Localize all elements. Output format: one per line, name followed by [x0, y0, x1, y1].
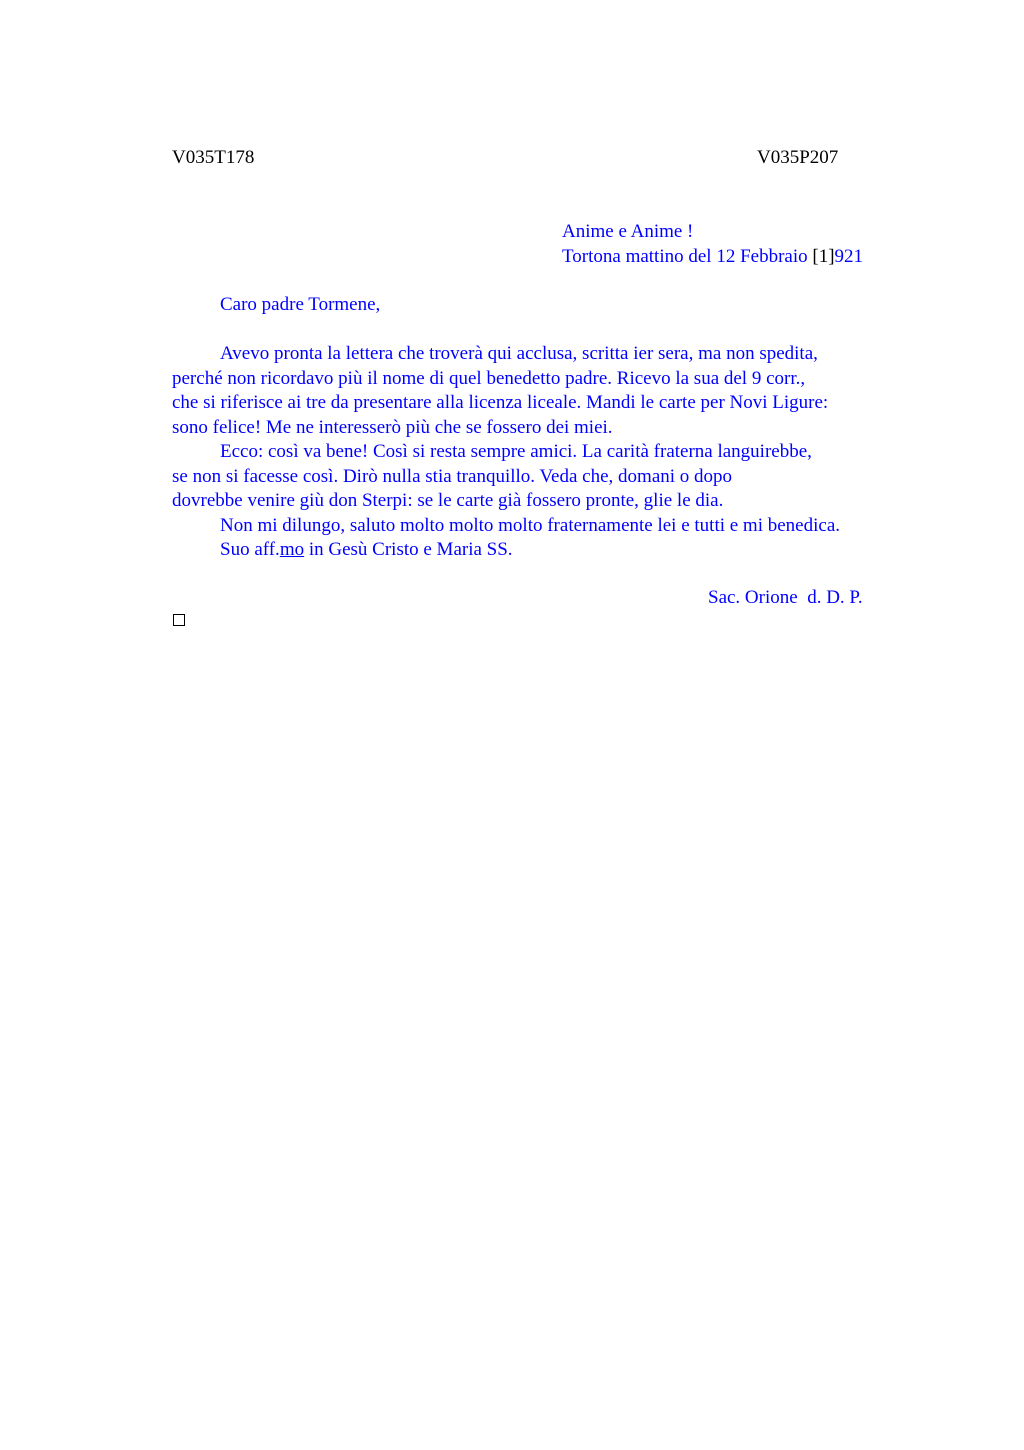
signature: Sac. Orione d. D. P.: [708, 587, 863, 608]
body-line: che si riferisce ai tre da presentare alla licenza liceale. Mandi le carte per Novi Ligure:: [172, 392, 829, 413]
checkbox-square: [173, 614, 185, 626]
reference-code-right: V035P207: [757, 147, 839, 168]
date-text: Tortona mattino del 12 Febbraio: [562, 245, 813, 267]
date-year: 921: [834, 245, 864, 267]
body-line: Ecco: così va bene! Così si resta sempre amici. La carità fraterna languirebbe,: [220, 441, 812, 462]
closing-prefix: Suo aff.: [220, 539, 280, 560]
heading-motto: Anime e Anime !: [562, 221, 694, 242]
body-line: Avevo pronta la lettera che troverà qui acclusa, scritta ier sera, ma non spedita,: [220, 343, 818, 364]
letter-body: [172, 342, 902, 563]
body-line: perché non ricordavo più il nome di quel benedetto padre. Ricevo la sua del 9 corr.,: [172, 367, 806, 389]
heading-date-line: [562, 245, 863, 270]
body-line: dovrebbe venire giù don Sterpi: se le carte già fossero pronte, glie le dia.: [172, 490, 724, 511]
body-line: se non si facesse così. Dirò nulla stia tranquillo. Veda che, domani o dopo: [172, 465, 733, 487]
body-line: Non mi dilungo, saluto molto molto molto fraternamente lei e tutti e mi benedica.: [220, 514, 841, 536]
salutation: Caro padre Tormene,: [220, 294, 381, 315]
closing-suffix: in Gesù Cristo e Maria SS.: [304, 539, 513, 560]
body-line: sono felice! Me ne interesserò più che se fossero dei miei.: [172, 416, 613, 438]
closing-line: [172, 538, 902, 563]
letter-heading: [562, 220, 863, 269]
closing-abbreviation: mo: [279, 539, 305, 560]
reference-code-left: V035T178: [172, 147, 255, 168]
date-bracket: [1]: [812, 245, 835, 267]
